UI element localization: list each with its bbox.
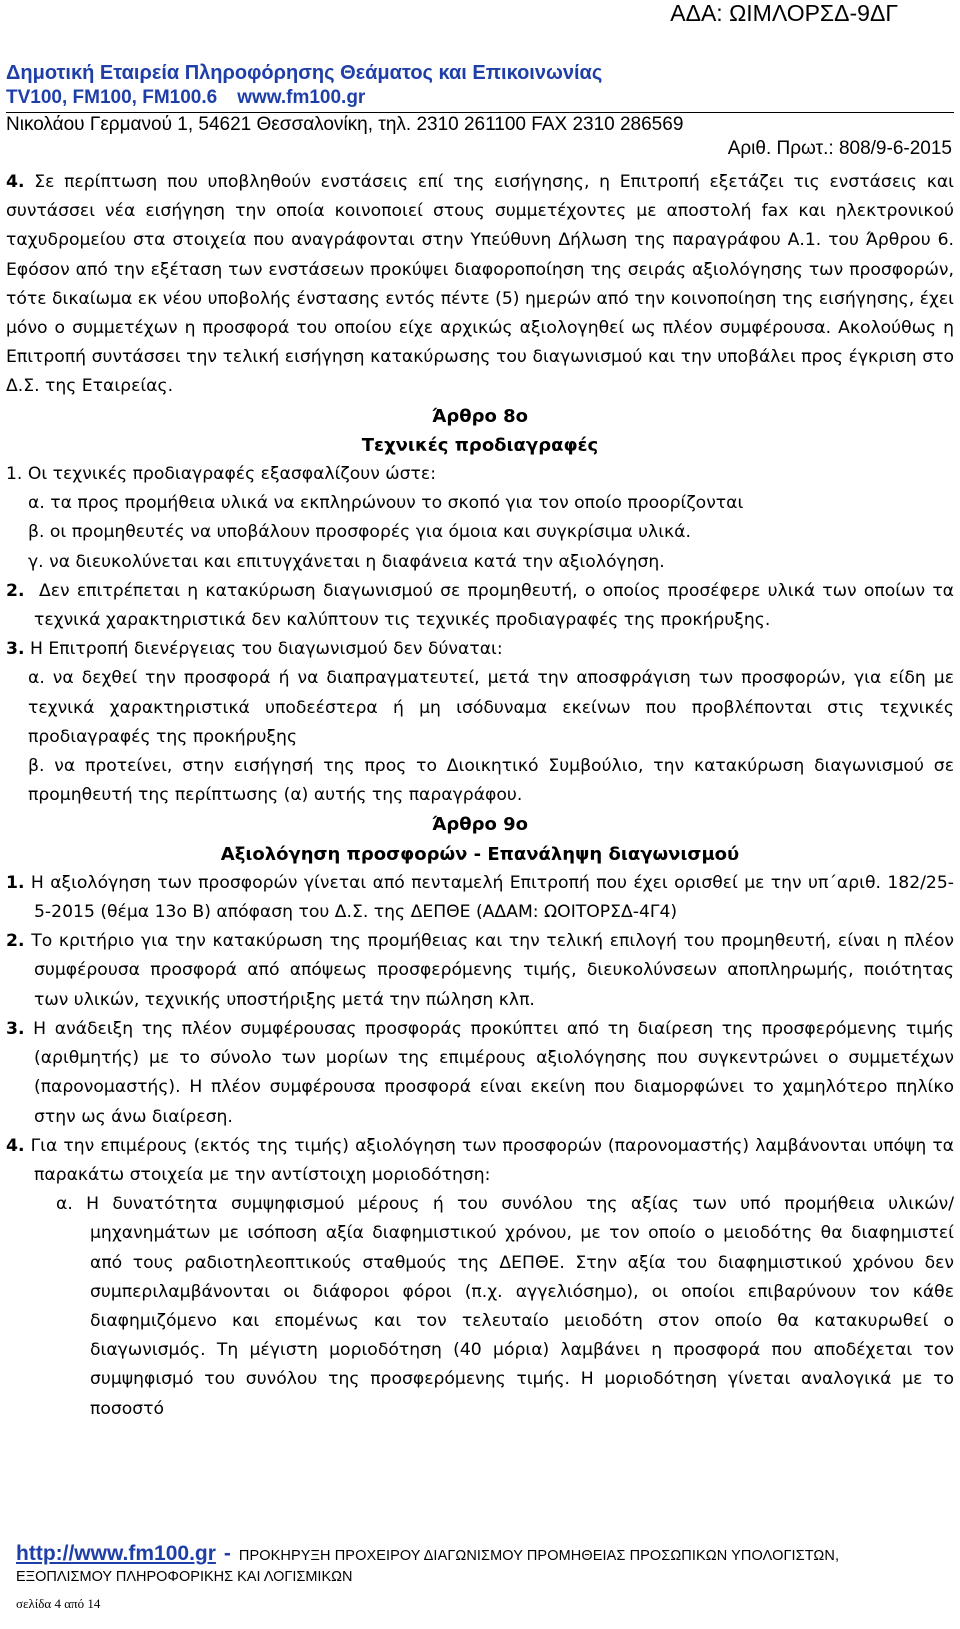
article-9-title: Άρθρο 9ο [431,814,528,836]
article-8-item-3: 3. Η Επιτροπή διενέργειας του διαγωνισμού δεν δύναται: [6,639,503,660]
website-link[interactable]: www.fm100.gr [237,87,366,108]
stations-line [6,86,954,110]
address: Νικολάου Γερμανού 1, 54621 Θεσσαλονίκη, τηλ. 2310 261100 FAX 2310 286569 [6,114,684,135]
article-8-item-1a: α. τα προς προμήθεια υλικά να εκπληρώνουν το σκοπό για τον οποίο προορίζονται [28,493,744,514]
article-8-item-3a: α. να δεχθεί την προσφορά ή να διαπραγματευτεί, μετά την αποσφράγιση των προσφορών, για είδη με τεχνικά χαρακτηριστικά υποδεέστερα ή μη ισόδυναμα εκείνων που προβλέπονται στις τεχνικές προδιαγραφές της προκήρυξης [28,668,954,747]
footer-description: ΠΡΟΚΗΡΥΞΗ ΠΡΟΧΕΙΡΟΥ ΔΙΑΓΩΝΙΣΜΟΥ ΠΡΟΜΗΘΕΙΑΣ ΠΡΟΣΩΠΙΚΩΝ ΥΠΟΛΟΓΙΣΤΩΝ, [238,1548,840,1564]
document-body [6,168,954,1424]
article-9-subtitle: Αξιολόγηση προσφορών - Επανάληψη διαγωνισμού [220,843,740,865]
article-9-item-4a: α. Η δυνατότητα συμψηφισμού μέρους ή του συνόλου της αξίας των υπό προμήθεια υλικών/μηχανημάτων με ισόποση αξία διαφημιστικού χρόνου, με τον οποίο ο μειοδότης θα διαφημιστεί από τους ραδιοτηλεοπτικούς σταθμούς της ΔΕΠΘΕ. Στην αξία του διαφημιστικού χρόνου δεν συμπεριλαμβάνονται οι διάφοροι φόροι (π.χ. αγγελιόσημο), οι οποίοι επιβαρύνουν τον κάθε διαφημιζόμενο και επομένως και τον τελευταίο μειοδότη στον οποίο θα κατακυρωθεί ο διαγωνισμός. Τη μέγιστη μοριοδότηση (40 μόρια) λαμβάνει η προσφορά που αποδέχεται τον συμψηφισμό του συνόλου της προσφερόμενης τιμής. Η μοριοδότηση γίνεται αναλογικά με το ποσοστό [56,1194,954,1419]
ada-code: ΑΔΑ: ΩΙΜΛΟΡΣΔ-9ΔΓ [670,0,898,26]
footer-dash: - [223,1542,231,1565]
stations: TV100, FM100, FM100.6 [6,87,218,108]
article-8-title: Άρθρο 8ο [431,405,528,427]
article-8-item-1c: γ. να διευκολύνεται και επιτυγχάνεται η διαφάνεια κατά την αξιολόγηση. [28,551,665,572]
page-footer [16,1542,960,1612]
footer-line-2: ΕΞΟΠΛΙΣΜΟΥ ΠΛΗΡΟΦΟΡΙΚΗΣ ΚΑΙ ΛΟΓΙΣΜΙΚΩΝ [16,1569,353,1585]
footer-line-1 [16,1542,960,1568]
article-9-item-2: 2. Το κριτήριο για την κατακύρωση της προμήθειας και την τελική επιλογή του προμηθευτή, είναι η πλέον συμφέρουσα προσφορά από απόψεως προσφερόμενης τιμής, διευκολύνσεων αποπληρωμής, ποιότητας των υλικών, τεχνικής υποστήριξης μετά την πώληση κλπ. [6,931,954,1010]
paragraph-4: 4. Σε περίπτωση που υποβληθούν ενστάσεις επί της εισήγησης, η Επιτροπή εξετάζει τις ενστάσεις και συντάσσει νέα εισήγηση την οποία κοινοποιεί στους συμμετέχοντες με αποστολή fax και ηλεκτρονικού ταχυδρομείου στα στοιχεία που αναγράφονται στην Υπεύθυνη Δήλωση της παραγράφου Α.1. του Άρθρου 6. Εφόσον από την εξέταση των ενστάσεων προκύψει διαφοροποίηση της σειράς αξιολόγησης των προσφορών, τότε δικαίωμα εκ νέου υποβολής ένστασης εντός πέντε (5) ημερών από την κοινοποίηση της εισήγησης, έχει μόνο ο συμμετέχων η προσφορά του οποίου είχε αρχικώς αξιολογηθεί ως πλέον συμφέρουσα. Ακολούθως η Επιτροπή συντάσσει την τελική εισήγηση κατακύρωσης του διαγωνισμού και την υποβάλει προς έγκριση στο Δ.Σ. της Εταιρείας. [6,172,954,397]
protocol-number: Αριθ. Πρωτ.: 808/9-6-2015 [727,138,952,159]
article-8-item-1: 1. Οι τεχνικές προδιαγραφές εξασφαλίζουν ώστε: [6,464,436,485]
letterhead [6,60,954,161]
article-8-subtitle: Τεχνικές προδιαγραφές [361,434,599,456]
article-9-item-4: 4. Για την επιμέρους (εκτός της τιμής) αξιολόγηση των προσφορών (παρονομαστής) λαμβάνονται υπόψη τα παρακάτω στοιχεία με την αντίστοιχη μοριοδότηση: [6,1135,955,1185]
article-9-item-1: 1. Η αξιολόγηση των προσφορών γίνεται από πενταμελή Επιτροπή που έχει ορισθεί με την υπ΄αριθ. 182/25-5-2015 (θέμα 13ο Β) απόφαση του Δ.Σ. της ΔΕΠΘΕ (ΑΔΑΜ: ΩΟΙΤΟΡΣΔ-4Γ4) [6,872,954,923]
article-8-item-1b: β. οι προμηθευτές να υποβάλουν προσφορές για όμοια και συγκρίσιμα υλικά. [28,522,691,543]
page-number: σελίδα 4 από 14 [16,1596,101,1611]
organization-name: Δημοτική Εταιρεία Πληροφόρησης Θεάματος και Επικοινωνίας [6,62,603,84]
article-9-item-3: 3. Η ανάδειξη της πλέον συμφέρουσας προσφοράς προκύπτει από τη διαίρεση της προσφερόμενης τιμής (αριθμητής) με το σύνολο των μορίων της επιμέρους αξιολόγησης που συγκεντρώνει ο συμμετέχων (παρονομαστής). Η πλέον συμφέρουσα προσφορά είναι εκείνη που διαμορφώνει το χαμηλότερο πηλίκο στην ως άνω διαίρεση. [6,1018,955,1127]
article-8-item-2: 2. Δεν επιτρέπεται η κατακύρωση διαγωνισμού σε προμηθευτή, ο οποίος προσέφερε υλικά των οποίων τα τεχνικά χαρακτηριστικά δεν καλύπτουν τις τεχνικές προδιαγραφές της προκήρυξης. [6,580,954,631]
article-8-item-3b: β. να προτείνει, στην εισήγησή της προς το Διοικητικό Συμβούλιο, την κατακύρωση διαγωνισμού σε προμηθευτή της περίπτωσης (α) αυτής της παραγράφου. [28,756,954,806]
footer-website-link[interactable]: http://www.fm100.gr [16,1542,216,1565]
